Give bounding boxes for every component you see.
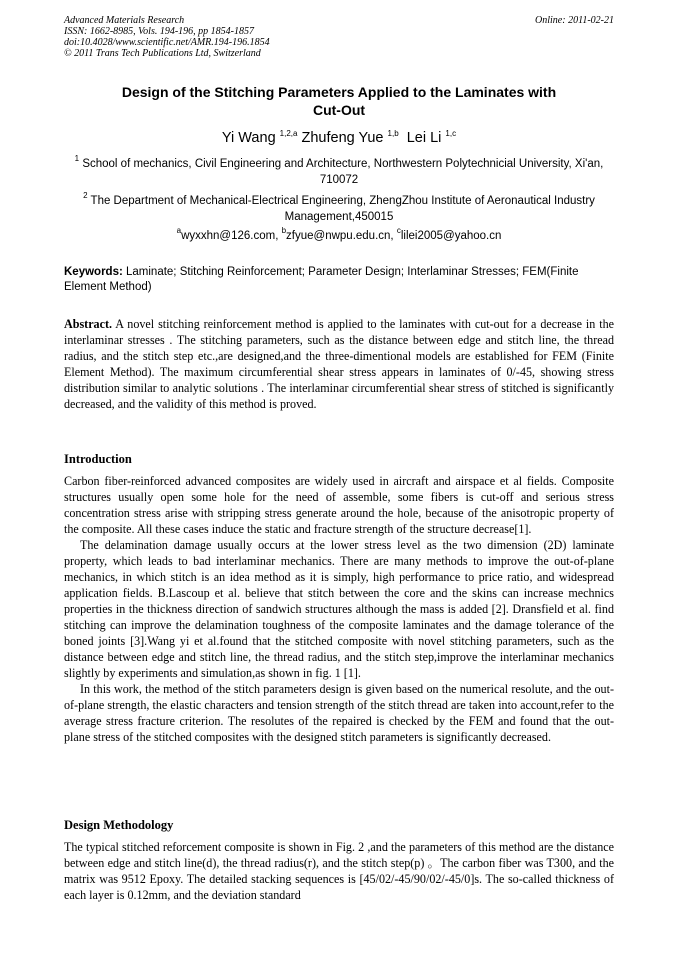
affiliation-text: The Department of Mechanical-Electrical Engineering, ZhengZhou Institute of Aeronautical Industry Management,450015: [90, 195, 595, 223]
online-date: Online: 2011-02-21: [535, 15, 614, 26]
affiliation-number: 1: [74, 154, 80, 163]
author-affil-sup: 1,2,a: [279, 129, 298, 138]
affiliation-number: 2: [83, 191, 88, 200]
paragraph: In this work, the method of the stitch parameters design is given based on the numerical resolute, and the out-of-plane strength, the elastic characters and tension strength of the stitch thread are taken into account,refer to the average stress fracture criterion. The resolutes of the repaired is checked by the FEM and found that the out-plane stress of the stitched composites with the designed stitch parameters is significantly decreased.: [64, 682, 614, 744]
copyright-line: © 2011 Trans Tech Publications Ltd, Switzerland: [64, 48, 261, 59]
email-address: lilei2005@yahoo.cn: [400, 230, 502, 242]
author-affil-sup: 1,c: [445, 129, 457, 138]
paragraph: The typical stitched reforcement composite is shown in Fig. 2 ,and the parameters of this method are the distance between edge and stitch line(d), the thread radius(r), and the stitch step(p) 。The carbon fiber was T300, and the matrix was 9512 Epoxy. The detailed stacking sequences is [45/02/-45/90/02/-45/0]s. The so-called thickness of each layer is 0.12mm, and the deviation standard: [64, 840, 614, 902]
affiliation-text: School of mechanics, Civil Engineering and Architecture, Northwestern Polytechnicial University, Xi'an, 710072: [82, 158, 604, 186]
title-line-2: Cut-Out: [312, 102, 366, 118]
paper-title: [64, 83, 614, 119]
doi-line: doi:10.4028/www.scientific.net/AMR.194-196.1854: [64, 37, 270, 48]
issn-line: ISSN: 1662-8985, Vols. 194-196, pp 1854-1857: [64, 26, 254, 37]
email-list: [64, 226, 614, 244]
keywords-label: Keywords:: [64, 266, 123, 278]
author-name: Lei Li: [406, 130, 442, 146]
author-name: Zhufeng Yue: [301, 130, 384, 146]
abstract-label: Abstract.: [64, 317, 113, 331]
introduction-body: [64, 473, 614, 745]
author-affil-sup: 1,b: [387, 129, 399, 138]
author-name: Yi Wang: [221, 130, 276, 146]
email-sup: c: [396, 226, 401, 235]
paragraph: Carbon fiber-reinforced advanced composites are widely used in aircraft and airspace et al fields. Composite structures usually open some hole for the need of assemble, some fibers is cut-off and serious stress concentration stress arise with stripping stress generate around the hole, because of the anisotropic property of the composite. All these cases induce the static and fracture strength of the structure decrease[1].: [64, 474, 614, 536]
email-address: zfyue@nwpu.edu.cn,: [286, 230, 394, 242]
title-line-1: Design of the Stitching Parameters Applied to the Laminates with: [121, 84, 557, 100]
paragraph: The delamination damage usually occurs at the lower stress level as the two dimension (2D) laminate property, which leads to bad interlaminar mechanics. There are many methods to improve the out-of-plane mechanics, in which stitch is an idea method as it is simply, high performance to price ratio, and widespread application fields. B.Lascoup et al. believe that stitch between the core and the skins can increase mechnics properties in the thickness direction of sandwich structures although the mass is added [2]. Dransfield et al. find stitching can improve the delamination toughness of the composite laminates and the damage tolerance of the boned joints [3].Wang yi et al.found that the stitched composite with novel stitching parameters, such as the distance between edge and stitch line, the thread radius, and the stitch step,improve the interlaminar mechanics slightly by experiments and simulation,as shown in fig. 1 [1].: [64, 538, 614, 680]
author-list: [64, 129, 614, 147]
keywords: [64, 265, 614, 295]
introduction-heading: Introduction: [64, 452, 132, 466]
design-methodology-body: [64, 839, 614, 903]
journal-name: Advanced Materials Research: [64, 15, 185, 26]
affiliation-2: [64, 193, 614, 225]
keywords-text: Laminate; Stitching Reinforcement; Parameter Design; Interlaminar Stresses; FEM(Finite Element Method): [64, 266, 579, 293]
affiliation-1: [64, 156, 614, 188]
email-sup: a: [176, 226, 182, 235]
design-methodology-heading: Design Methodology: [64, 818, 174, 832]
abstract-text: A novel stitching reinforcement method is applied to the laminates with cut-out for a decrease in the interlaminar stresses . The stitching parameters, such as the distance between edge and stitch line, the thread radius, and the stitch step etc.,are designed,and the three-dimentional models are established for FEM (Finite Element Method). The maximum circumferential shear stress appears in laminates of 0/-45, showing stress distribution similar to analytic solutions . The interlaminar circumferential shear stress of stitched is significantly decreased, and the validity of this method is proved.: [64, 317, 614, 411]
abstract: [64, 316, 614, 412]
email-sup: b: [281, 226, 287, 235]
journal-header: [64, 15, 270, 59]
email-address: wyxxhn@126.com,: [181, 230, 279, 242]
